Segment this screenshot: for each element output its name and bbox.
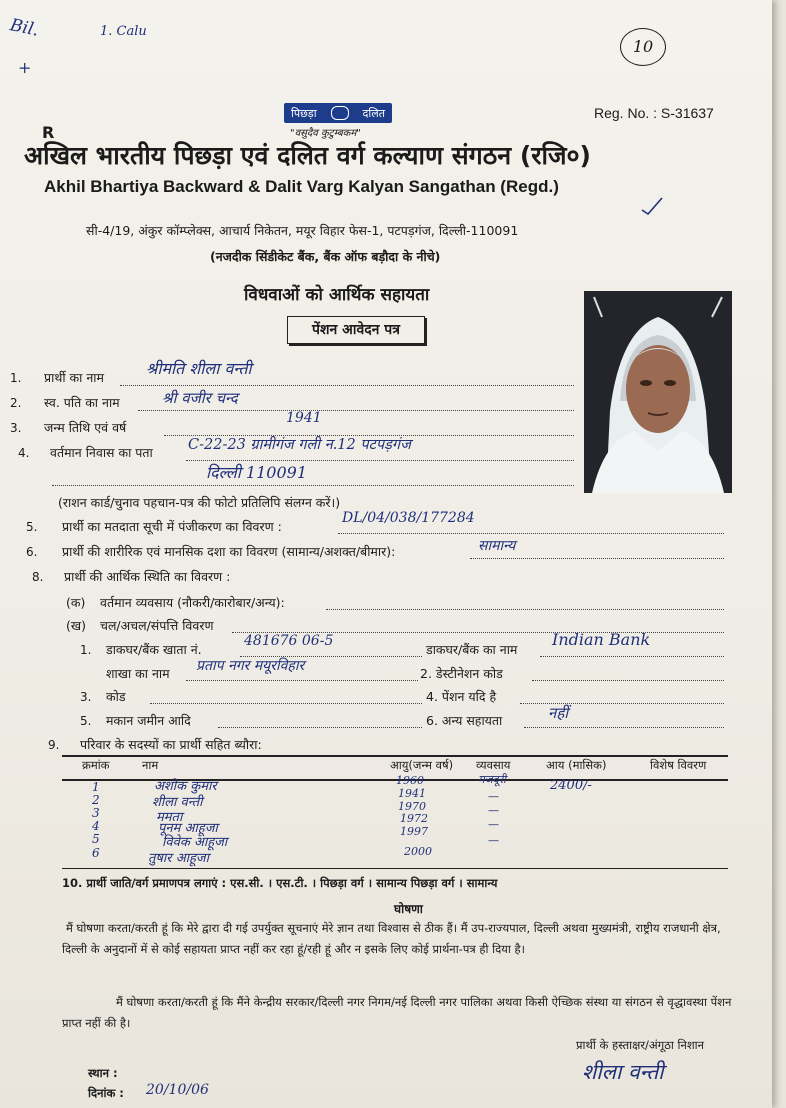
field8a-num: (क): [66, 595, 86, 610]
field9-label: परिवार के सदस्यों का प्रार्थी सहित ब्यौरा:: [80, 737, 262, 752]
field4-num: 4.: [18, 446, 30, 460]
field9-num: 9.: [48, 738, 60, 752]
field4-line2: [52, 485, 574, 486]
field1-line: [120, 385, 574, 386]
row-age: 1997: [400, 825, 428, 838]
row-name: अशोक कुमार: [154, 779, 217, 794]
field1-label: प्रार्थी का नाम: [44, 370, 105, 385]
branch-line: [186, 680, 418, 681]
field6-num: 6.: [26, 545, 38, 559]
declaration-title: घोषणा: [394, 902, 423, 916]
field8b1-value: 481676 06-5: [244, 633, 334, 649]
row-occupation: —: [488, 790, 499, 803]
field8b1-line2: [540, 656, 724, 657]
field8b1-label2: डाकघर/बैंक का नाम: [426, 642, 518, 657]
field2-label: स्व. पति का नाम: [44, 395, 120, 410]
logo-left-text: पिछड़ा: [291, 106, 317, 120]
col-remarks: विशेष विवरण: [650, 758, 707, 772]
signature: शीला वन्ती: [582, 1060, 664, 1084]
place-label: स्थान :: [88, 1066, 118, 1080]
destination-code-label: 2. डेस्टीनेशन कोड: [420, 666, 503, 681]
row-age: 2000: [404, 845, 432, 858]
field8-label: प्रार्थी की आर्थिक स्थिति का विवरण :: [64, 569, 231, 584]
row-age: 1960: [396, 774, 424, 787]
field2-value: श्री वजीर चन्द: [162, 389, 238, 407]
field6-label: प्रार्थी की शारीरिक एवं मानसिक दशा का विवरण (सामान्य/अशक्त/बीमार):: [62, 544, 396, 559]
date-label: दिनांक :: [88, 1086, 124, 1100]
row-name: तुषार आहूजा: [148, 851, 209, 866]
row-occupation: —: [488, 818, 499, 831]
row-sn: 2: [92, 793, 100, 807]
col-age: आयु(जन्म वर्ष): [390, 758, 454, 772]
ration-note: (राशन कार्ड/चुनाव पहचान-पत्र की फोटो प्रतिलिपि संलग्न करें।): [58, 495, 341, 510]
scheme-title: विधवाओं को आर्थिक सहायता: [244, 285, 430, 305]
field3-value: 1941: [286, 410, 322, 426]
field8a-line: [326, 609, 724, 610]
field8a-label: वर्तमान व्यवसाय (नौकरी/कारोबार/अन्य):: [100, 595, 285, 610]
field2-line: [138, 410, 574, 411]
signature-label: प्रार्थी के हस्ताक्षर/अंगूठा निशान: [576, 1038, 705, 1052]
field8-num: 8.: [32, 570, 44, 584]
row-sn: 3: [92, 806, 100, 820]
field4-label: वर्तमान निवास का पता: [50, 445, 153, 460]
field8b1-num: 1.: [80, 643, 92, 657]
applicant-photo: [584, 291, 732, 493]
field2-num: 2.: [10, 396, 22, 410]
logo-motto: "वसुदैव कुटुम्बकम": [290, 128, 361, 139]
logo-right-text: दलित: [362, 106, 385, 120]
field10: 10. प्रार्थी जाति/वर्ग प्रमाणपत्र लगाएं : एस.सी. । एस.टी. । पिछड़ा वर्ग । सामान्य पिछड़ा वर्ग । सामान्य: [62, 876, 498, 890]
field3-label: जन्म तिथि एवं वर्ष: [44, 420, 127, 435]
branch-label: शाखा का नाम: [106, 666, 170, 681]
org-name-hindi: अखिल भारतीय पिछड़ा एवं दलित वर्ग कल्याण संगठन (रजि०): [24, 141, 591, 170]
row-income: 2400/-: [550, 778, 592, 793]
other-help-line: [524, 727, 724, 728]
row-sn: 1: [92, 780, 100, 794]
row-age: 1970: [398, 800, 426, 813]
scribble-plus: +: [18, 58, 32, 77]
address-line2: (नजदीक सिंडीकेट बैंक, बैंक ऑफ बड़ौदा के नीचे): [210, 249, 441, 264]
field1-value: श्रीमति शीला वन्ती: [146, 359, 252, 378]
row-name: ममता: [156, 810, 183, 825]
other-help-label: 6. अन्य सहायता: [426, 713, 503, 728]
field5-value: DL/04/038/177284: [342, 510, 475, 526]
field6-value: सामान्य: [478, 538, 516, 554]
field6-line: [470, 558, 724, 559]
row-age: 1972: [400, 812, 428, 825]
tick-mark: [640, 196, 664, 216]
form-code: R: [42, 123, 55, 142]
address-line1: सी-4/19, अंकुर कॉम्प्लेक्स, आचार्य निकेतन, मयूर विहार फेस-1, पटपड़गंज, दिल्ली-110091: [86, 223, 519, 238]
org-logo: [284, 103, 392, 123]
field8b1-value2: Indian Bank: [552, 630, 651, 649]
row-name: पूनम आहूजा: [158, 821, 218, 836]
row-name: शीला वन्ती: [152, 795, 203, 810]
field8b3-num: 3.: [80, 690, 92, 704]
field5-line: [338, 533, 724, 534]
row-occupation: —: [488, 804, 499, 817]
date-value: 20/10/06: [146, 1082, 209, 1098]
field1-num: 1.: [10, 371, 22, 385]
row-sn: 5: [92, 832, 100, 846]
branch-value: प्रताप नगर मयूरविहार: [196, 658, 305, 674]
row-occupation: —: [488, 834, 499, 847]
col-sn: क्रमांक: [82, 758, 110, 772]
row-name: विवेक आहूजा: [162, 835, 228, 850]
property-label: मकान जमीन आदि: [106, 713, 191, 728]
scribble-left: Bil.: [8, 15, 41, 41]
other-help-value: नहीं: [548, 704, 569, 722]
field8b5-num: 5.: [80, 714, 92, 728]
code-label: कोड: [106, 689, 126, 704]
destination-code-line: [532, 680, 724, 681]
org-name-english: Akhil Bhartiya Backward & Dalit Varg Kalyan Sangathan (Regd.): [44, 177, 559, 196]
field8b-label: चल/अचल/संपत्ति विवरण: [100, 618, 214, 633]
page-number: 10: [620, 28, 666, 66]
family-table-bottom-rule: [62, 868, 728, 869]
row-occupation: मजदूरी: [478, 773, 506, 786]
declaration-para1: मैं घोषणा करता/करती हूं कि मेरे द्वारा दी गई उपर्युक्त सूचनाएं मेरे ज्ञान तथा विश्वास से ठीक हैं। मैं उप-राज्यपाल, दिल्ली अथवा मुख्यमंत्री, राष्ट्रीय राजधानी क्षेत्र, दिल्ली के अनुदानों में से कोई सहायता प्राप्त नहीं कर रहा हूं/रही हूं और न इसके लिए कोई प्रार्थना-पत्र ही दिया है।: [62, 921, 721, 956]
col-occupation: व्यवसाय: [476, 758, 511, 772]
field3-num: 3.: [10, 421, 22, 435]
field4-value1: C-22-23 ग्रामीगंज गली न.12 पटपड़गंज: [188, 437, 411, 453]
property-line: [218, 727, 422, 728]
col-name: नाम: [142, 758, 159, 772]
row-sn: 6: [92, 846, 100, 860]
reg-no: Reg. No. : S-31637: [594, 105, 714, 121]
code-line: [150, 703, 422, 704]
pension-label: 4. पेंशन यदि है: [426, 689, 497, 704]
row-sn: 4: [92, 819, 100, 833]
scribble-mid: 1. Calu: [100, 24, 147, 39]
form-title: पेंशन आवेदन पत्र: [287, 316, 425, 344]
declaration-para2: मैं घोषणा करता/करती हूं कि मैंने केन्द्रीय सरकार/दिल्ली नगर निगम/नई दिल्ली नगर पालिका अथवा किसी ऐच्छिक संस्था या संगठन से वृद्धावस्था पेंशन प्राप्त नहीं की है।: [62, 995, 732, 1030]
field5-label: प्रार्थी का मतदाता सूची में पंजीकरण का विवरण :: [62, 519, 282, 534]
field8b1-label: डाकघर/बैंक खाता नं.: [106, 642, 202, 657]
col-income: आय (मासिक): [546, 758, 607, 772]
row-age: 1941: [398, 787, 426, 800]
field8b-num: (ख): [66, 618, 86, 633]
handshake-icon: [331, 106, 349, 120]
field4-value2: दिल्ली 110091: [206, 463, 308, 482]
field5-num: 5.: [26, 520, 38, 534]
